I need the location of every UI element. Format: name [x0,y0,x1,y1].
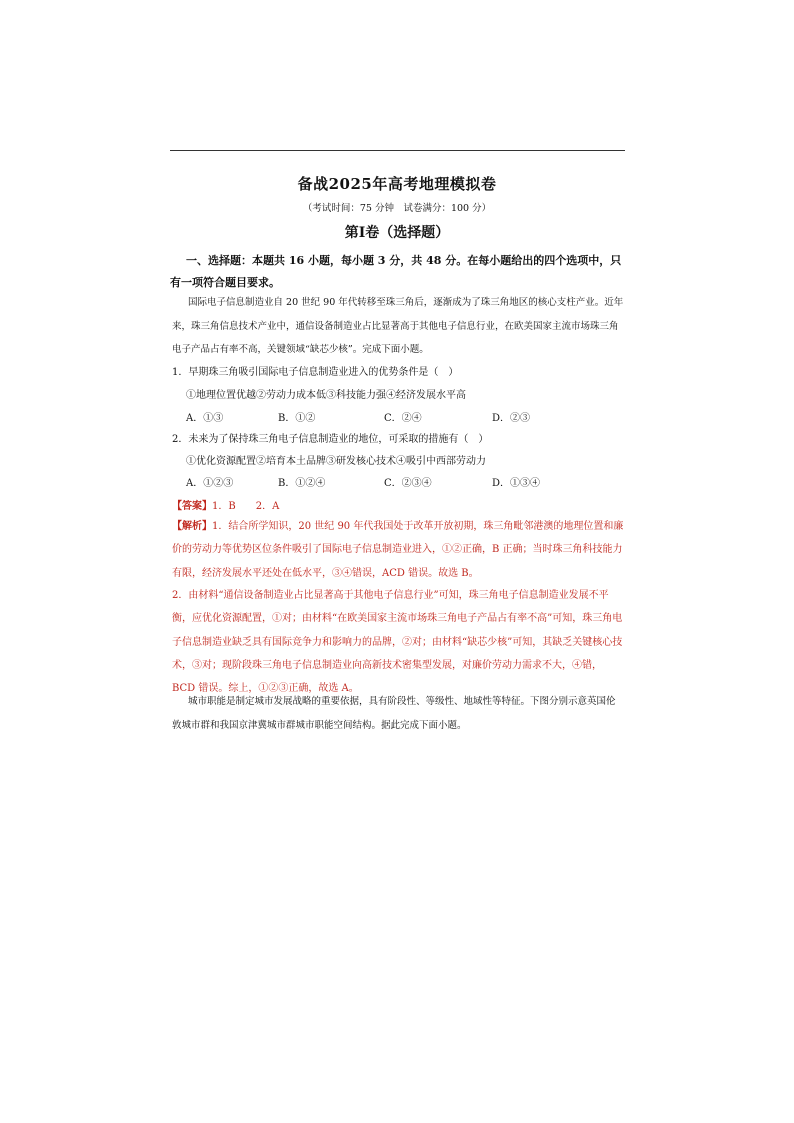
passage-2-text: 城市职能是制定城市发展战略的重要依据，具有阶段性、等级性、地域性等特征。下图分别示意英国伦敦城市群和我国京津冀城市群城市职能空间结构。据此完成下面小题。 [172,696,616,731]
question-1-choice-d[interactable]: D．②③ [492,413,531,424]
question-2-choice-a[interactable]: A．①②③ [186,478,234,489]
question-2-stem: 2．未来为了保持珠三角电子信息制造业的地位，可采取的措施有（ ） [172,434,489,445]
question-1-choice-a[interactable]: A．①③ [186,413,224,424]
passage-1 [172,291,624,362]
question-2-options: ①优化资源配置②培育本土品牌③研发核心技术④吸引中西部劳动力 [186,456,486,467]
answer-value: 1．B 2．A [212,501,280,512]
question-1-choice-c[interactable]: C．②④ [384,413,422,424]
answer-label: 【答案】 [172,501,212,512]
header-rule [170,150,625,151]
question-2-choice-c[interactable]: C．②③④ [384,478,432,489]
answer-line [172,497,279,512]
question-1-stem: 1．早期珠三角吸引国际电子信息制造业进入的优势条件是（ ） [172,367,459,378]
section-heading: 第Ⅰ卷（选择题） [344,225,450,241]
analysis-part-1 [172,515,624,585]
analysis-part-2 [172,584,624,700]
analysis-part-1-text: 1．结合所学知识，20 世纪 90 年代我国处于改革开放初期，珠三角毗邻港澳的地理位置和廉价的劳动力等优势区位条件吸引了国际电子信息制造业进入，①②正确，B 正确；当时珠三角科技能力有限，经济发展水平还处在低水平，③④错误，ACD 错误。故选 B。 [172,521,624,579]
analysis-label: 【解析】 [172,521,212,532]
exam-title: 备战2025年高考地理模拟卷 [297,175,497,193]
question-1-choice-b[interactable]: B．①② [278,413,316,424]
passage-1-text: 国际电子信息制造业自 20 世纪 90 年代转移至珠三角后，逐渐成为了珠三角地区的核心支柱产业。近年来，珠三角信息技术产业中，通信设备制造业占比显著高于其他电子信息行业，在欧美国家主流市场珠三角电子产品占有率不高，关键领域“缺芯少核”。完成下面小题。 [172,297,624,355]
analysis-part-2-text: 2．由材料“通信设备制造业占比显著高于其他电子信息行业”可知，珠三角电子信息制造业发展不平衡，应优化资源配置，①对；由材料“在欧美国家主流市场珠三角电子产品占有率不高”可知，珠三角电子信息制造业缺乏具有国际竞争力和影响力的品牌，②对；由材料“缺芯少核”可知，其缺乏关键核心技术，③对；现阶段珠三角电子信息制造业向高新技术密集型发展，对廉价劳动力需求不大，④错，BCD 错误。综上，①②③正确，故选 A。 [172,590,623,695]
question-2-choice-b[interactable]: B．①②④ [278,478,326,489]
passage-2 [172,690,624,737]
question-2-choice-d[interactable]: D．①③④ [492,478,541,489]
exam-subtitle: （考试时间：75 分钟 试卷满分：100 分） [302,203,492,214]
instructions [170,250,625,294]
instructions-text: 一、选择题：本题共 16 小题，每小题 3 分，共 48 分。在每小题给出的四个选项中，只有一项符合题目要求。 [170,254,622,289]
question-1-options: ①地理位置优越②劳动力成本低③科技能力强④经济发展水平高 [186,390,466,401]
